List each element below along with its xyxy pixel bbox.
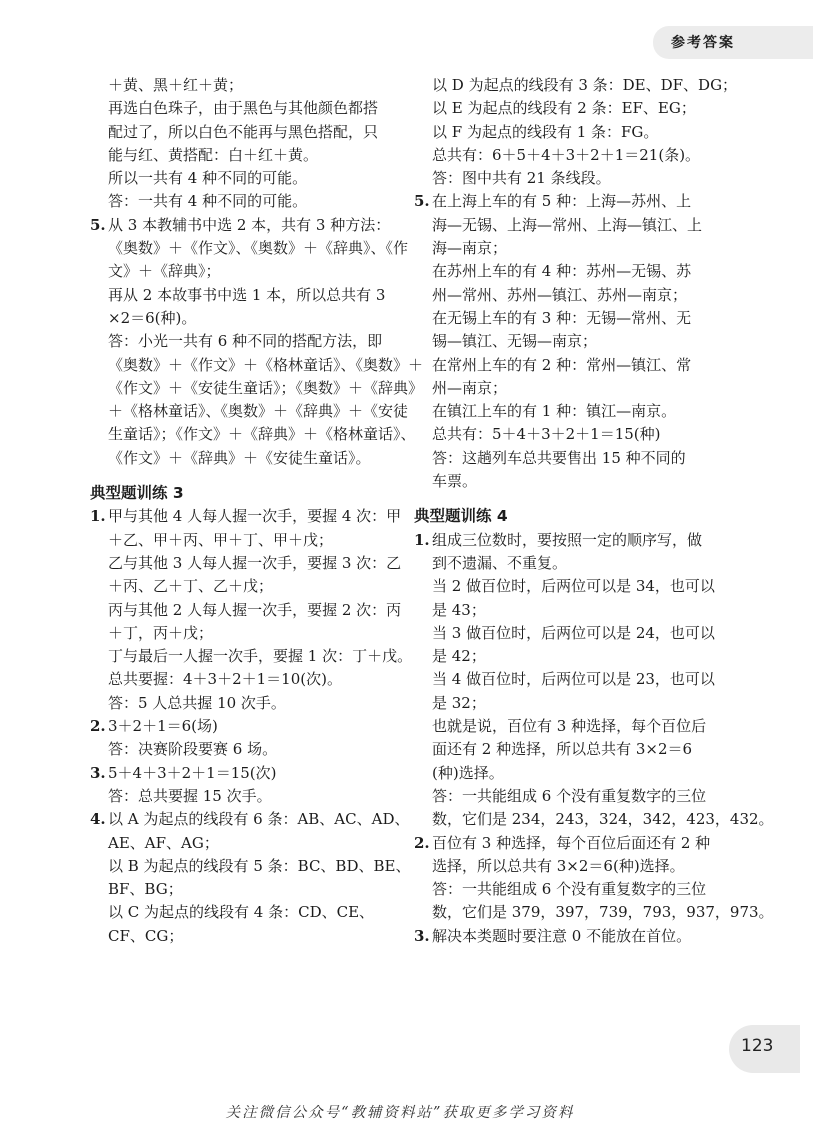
line-text: ＋《格林童话》、《奥数》＋《辞典》＋《安徒 bbox=[108, 402, 409, 421]
text-line bbox=[414, 97, 724, 120]
line-text: 总共有：5＋4＋3＋2＋1＝15(种) bbox=[432, 425, 661, 444]
text-line bbox=[90, 144, 402, 167]
line-text: 在常州上车的有 2 种：常州—镇江、常 bbox=[432, 355, 692, 374]
section-heading: 典型题训练 4 bbox=[414, 507, 508, 526]
line-text: 答：一共有 4 种不同的可能。 bbox=[108, 192, 308, 211]
text-line bbox=[90, 575, 402, 598]
line-text: 从 3 本教辅书中选 2 本，共有 3 种方法： bbox=[108, 215, 391, 234]
text-line bbox=[90, 715, 402, 738]
text-line bbox=[90, 668, 402, 691]
line-text: 配过了，所以白色不能再与黑色搭配，只 bbox=[108, 122, 379, 141]
question-number: 2. bbox=[90, 717, 106, 736]
line-text: 答：图中共有 21 条线段。 bbox=[432, 169, 611, 188]
text-line bbox=[90, 167, 402, 190]
text-line bbox=[90, 330, 402, 353]
line-text: 百位有 3 种选择，每个百位后面还有 2 种 bbox=[432, 833, 711, 852]
text-line bbox=[414, 144, 724, 167]
text-line bbox=[414, 901, 774, 924]
text-line bbox=[414, 214, 724, 237]
text-line bbox=[90, 190, 402, 213]
line-text: 州—常州、苏州—镇江、苏州—南京； bbox=[432, 285, 688, 304]
text-line bbox=[414, 284, 724, 307]
line-text: 组成三位数时，要按照一定的顺序写，做 bbox=[432, 530, 703, 549]
line-text: 是 42； bbox=[432, 647, 486, 666]
question-number: 1. bbox=[90, 507, 106, 526]
text-line bbox=[90, 74, 402, 97]
text-line bbox=[414, 470, 724, 493]
text-line bbox=[90, 738, 402, 761]
text-line bbox=[414, 785, 724, 808]
text-line bbox=[414, 622, 724, 645]
line-text: 答：决赛阶段要赛 6 场。 bbox=[108, 740, 278, 759]
text-line bbox=[414, 668, 724, 691]
right-column bbox=[414, 74, 774, 948]
text-line bbox=[90, 878, 402, 901]
left-column bbox=[90, 74, 424, 948]
text-line bbox=[414, 575, 724, 598]
line-text: 以 A 为起点的线段有 6 条：AB、AC、AD、 bbox=[108, 810, 410, 829]
text-line bbox=[414, 354, 724, 377]
text-line bbox=[414, 260, 724, 283]
line-text: 以 D 为起点的线段有 3 条：DE、DF、DG； bbox=[432, 76, 738, 94]
line-text: 海—南京； bbox=[432, 239, 508, 258]
text-line bbox=[414, 808, 774, 831]
text-line bbox=[414, 738, 724, 761]
text-line bbox=[414, 599, 724, 622]
line-text: 答：一共能组成 6 个没有重复数字的三位 bbox=[432, 880, 707, 899]
text-line bbox=[90, 855, 411, 878]
text-line bbox=[90, 808, 410, 831]
text-line bbox=[414, 330, 724, 353]
text-line bbox=[90, 447, 402, 470]
text-line bbox=[90, 622, 402, 645]
question-number: 2. bbox=[414, 833, 430, 852]
line-text: 丁与最后一人握一次手，要握 1 次：丁＋戊。 bbox=[108, 647, 413, 666]
line-text: ＋黄、黑＋红＋黄； bbox=[108, 76, 244, 94]
line-text: 《作文》＋《安徒生童话》；《奥数》＋《辞典》 bbox=[108, 378, 424, 397]
text-line bbox=[90, 260, 402, 283]
line-text: 再选白色珠子，由于黑色与其他颜色都搭 bbox=[108, 99, 379, 118]
line-text: 到不遗漏、不重复。 bbox=[432, 553, 568, 572]
line-text: 答：总共要握 15 次手。 bbox=[108, 786, 272, 805]
line-text: 数，它们是 379，397，739，793，937，973。 bbox=[432, 903, 774, 922]
text-line bbox=[414, 167, 724, 190]
line-text: 文》＋《辞典》； bbox=[108, 262, 221, 281]
line-text: 生童话》；《作文》＋《辞典》＋《格林童话》、 bbox=[108, 425, 416, 444]
text-line bbox=[90, 692, 402, 715]
text-line bbox=[414, 832, 724, 855]
running-header: 参考答案 bbox=[671, 35, 735, 51]
line-text: 当 4 做百位时，后两位可以是 23，也可以 bbox=[432, 670, 715, 689]
text-line bbox=[414, 400, 724, 423]
text-line bbox=[90, 552, 402, 575]
line-text: 当 2 做百位时，后两位可以是 34，也可以 bbox=[432, 577, 715, 596]
line-text: 是 32； bbox=[432, 693, 486, 712]
line-text: BF、BG； bbox=[108, 880, 183, 899]
text-line bbox=[90, 423, 416, 446]
line-text: 在上海上车的有 5 种：上海—苏州、上 bbox=[432, 192, 692, 211]
line-text: 总共有：6＋5＋4＋3＋2＋1＝21(条)。 bbox=[432, 145, 701, 164]
line-text: 能与红、黄搭配：白＋红＋黄。 bbox=[108, 145, 319, 164]
line-text: 在镇江上车的有 1 种：镇江—南京。 bbox=[432, 402, 677, 421]
question-number: 1. bbox=[414, 530, 430, 549]
line-text: 以 E 为起点的线段有 2 条：EF、EG； bbox=[432, 99, 696, 118]
line-text: 丙与其他 2 人每人握一次手，要握 2 次：丙 bbox=[108, 600, 402, 619]
line-text: 答：小光一共有 6 种不同的搭配方法，即 bbox=[108, 332, 383, 351]
line-text: 也就是说，百位有 3 种选择，每个百位后 bbox=[432, 717, 707, 736]
text-line bbox=[414, 762, 724, 785]
question-number: 3. bbox=[414, 926, 430, 945]
text-line bbox=[414, 552, 724, 575]
line-text: 数，它们是 234，243，324，342，423，432。 bbox=[432, 810, 774, 829]
line-text: 锡—镇江、无锡—南京； bbox=[432, 332, 598, 351]
text-line bbox=[90, 97, 402, 120]
line-text: 选择，所以总共有 3×2＝6(种)选择。 bbox=[432, 856, 685, 875]
line-text: 州—南京； bbox=[432, 378, 508, 397]
line-text: 车票。 bbox=[432, 472, 478, 491]
text-line bbox=[414, 307, 724, 330]
line-text: 以 B 为起点的线段有 5 条：BC、BD、BE、 bbox=[108, 856, 411, 875]
page-number: 123 bbox=[741, 1036, 774, 1056]
text-line bbox=[90, 762, 402, 785]
text-line bbox=[414, 447, 724, 470]
text-line bbox=[90, 925, 402, 948]
question-number: 5. bbox=[414, 192, 430, 211]
line-text: 答：5 人总共握 10 次手。 bbox=[108, 693, 286, 712]
text-line bbox=[414, 692, 724, 715]
line-text: 当 3 做百位时，后两位可以是 24，也可以 bbox=[432, 623, 715, 642]
line-text: 在苏州上车的有 4 种：苏州—无锡、苏 bbox=[432, 262, 692, 281]
line-text: 解决本类题时要注意 0 不能放在首位。 bbox=[432, 926, 692, 945]
line-text: 《奥数》＋《作文》＋《格林童话》、《奥数》＋ bbox=[108, 355, 424, 374]
line-text: 3＋2＋1＝6(场) bbox=[108, 717, 218, 736]
line-text: 以 C 为起点的线段有 4 条：CD、CE、 bbox=[108, 903, 375, 922]
text-line bbox=[414, 645, 724, 668]
text-line bbox=[90, 377, 424, 400]
text-line bbox=[414, 423, 724, 446]
text-line bbox=[414, 121, 724, 144]
line-text: ＋乙、甲＋丙、甲＋丁、甲＋戊； bbox=[108, 530, 334, 549]
text-line bbox=[90, 214, 402, 237]
line-text: 答：这趟列车总共要售出 15 种不同的 bbox=[432, 448, 686, 467]
line-text: 是 43； bbox=[432, 600, 486, 619]
text-line bbox=[90, 284, 402, 307]
text-line bbox=[90, 121, 402, 144]
line-text: ＋丙、乙＋丁、乙＋戊； bbox=[108, 577, 274, 596]
text-line bbox=[414, 715, 724, 738]
section-gap bbox=[90, 470, 402, 482]
line-text: 海—无锡、上海—常州、上海—镇江、上 bbox=[432, 215, 703, 234]
text-line bbox=[414, 878, 724, 901]
line-text: 甲与其他 4 人每人握一次手，要握 4 次：甲 bbox=[108, 507, 402, 526]
text-line bbox=[90, 901, 402, 924]
line-text: AE、AF、AG； bbox=[108, 833, 219, 852]
text-line bbox=[90, 785, 402, 808]
text-line bbox=[414, 190, 724, 213]
line-text: 乙与其他 3 人每人握一次手，要握 3 次：乙 bbox=[108, 553, 402, 572]
question-number: 4. bbox=[90, 810, 106, 829]
text-line bbox=[90, 599, 402, 622]
line-text: 总共要握：4＋3＋2＋1＝10(次)。 bbox=[108, 670, 342, 689]
text-line bbox=[414, 925, 724, 948]
line-text: 5＋4＋3＋2＋1＝15(次) bbox=[108, 763, 277, 782]
text-line bbox=[90, 832, 402, 855]
question-number: 3. bbox=[90, 763, 106, 782]
line-text: 在无锡上车的有 3 种：无锡—常州、无 bbox=[432, 308, 692, 327]
text-line bbox=[414, 377, 724, 400]
line-text: 面还有 2 种选择，所以总共有 3×2＝6 bbox=[432, 740, 693, 759]
text-line bbox=[90, 529, 402, 552]
text-line bbox=[90, 645, 413, 668]
text-line bbox=[90, 400, 409, 423]
section-gap bbox=[414, 493, 724, 505]
line-text: (种)选择。 bbox=[432, 763, 504, 782]
line-text: 《奥数》＋《作文》、《奥数》＋《辞典》、《作 bbox=[108, 239, 409, 258]
line-text: 以 F 为起点的线段有 1 条：FG。 bbox=[432, 122, 659, 141]
text-line bbox=[90, 307, 402, 330]
line-text: CF、CG； bbox=[108, 926, 184, 945]
text-line bbox=[414, 237, 724, 260]
line-text: 《作文》＋《辞典》＋《安徒生童话》。 bbox=[108, 448, 371, 467]
text-line bbox=[414, 74, 738, 97]
section-heading: 典型题训练 3 bbox=[90, 484, 184, 503]
question-number: 5. bbox=[90, 215, 106, 234]
line-text: 所以一共有 4 种不同的可能。 bbox=[108, 169, 308, 188]
line-text: ×2＝6(种)。 bbox=[108, 308, 197, 327]
line-text: 再从 2 本故事书中选 1 本，所以总共有 3 bbox=[108, 285, 386, 304]
text-line bbox=[90, 505, 402, 528]
line-text: 答：一共能组成 6 个没有重复数字的三位 bbox=[432, 786, 707, 805]
text-line bbox=[90, 354, 424, 377]
footer-note: 关注微信公众号“教辅资料站”获取更多学习资料 bbox=[225, 1105, 575, 1121]
text-line bbox=[414, 855, 724, 878]
line-text: ＋丁，丙＋戊； bbox=[108, 623, 214, 642]
text-line bbox=[414, 529, 724, 552]
text-line bbox=[90, 237, 409, 260]
